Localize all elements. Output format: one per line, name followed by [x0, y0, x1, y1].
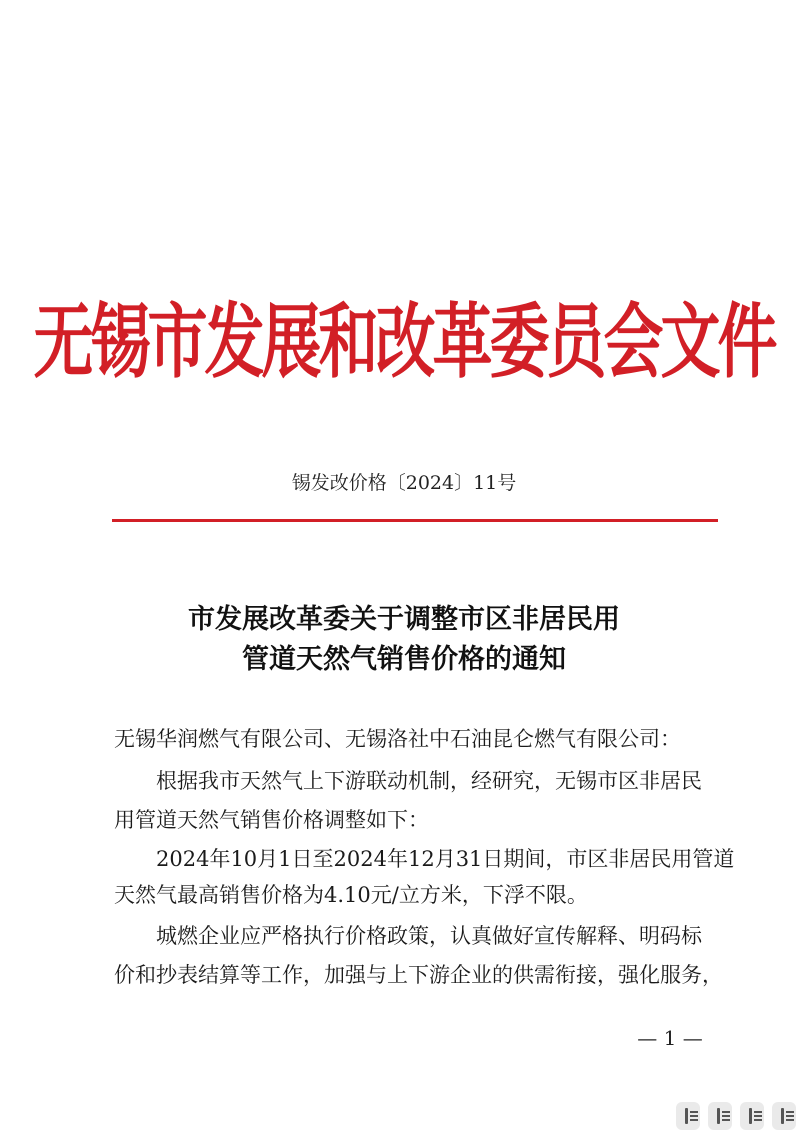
addressee-line: 无锡华润燃气有限公司、无锡洛社中石油昆仑燃气有限公司：: [114, 727, 681, 751]
notice-title-line-2: 管道天然气销售价格的通知: [242, 644, 566, 675]
view-icon[interactable]: [772, 1102, 796, 1130]
view-icon[interactable]: [740, 1102, 764, 1130]
paragraph-3-line-2: 价和抄表结算等工作，加强与上下游企业的供需衔接，强化服务，: [114, 963, 723, 987]
notice-title: [0, 600, 808, 680]
org-header-title: 无锡市发展和改革委员会文件: [33, 295, 775, 391]
paragraph-2-line-1: 2024年10月1日至2024年12月31日期间，市区非居民用管道: [156, 847, 735, 871]
paragraph-3-line-1: 城燃企业应严格执行价格政策，认真做好宣传解释、明码标: [156, 924, 702, 948]
view-icon[interactable]: [708, 1102, 732, 1130]
paragraph-1-line-2: 用管道天然气销售价格调整如下：: [114, 808, 429, 832]
paragraph-2-line-2: 天然气最高销售价格为4.10元/立方米，下浮不限。: [114, 883, 588, 907]
notice-title-line-1: 市发展改革委关于调整市区非居民用: [188, 604, 620, 635]
document-number: 锡发改价格〔2024〕11号: [291, 472, 517, 494]
paragraph-1-line-1: 根据我市天然气上下游联动机制，经研究，无锡市区非居民: [156, 769, 702, 793]
viewer-toolbar: [676, 1099, 796, 1133]
page-number: — 1 —: [637, 1026, 703, 1050]
red-divider-line: [112, 519, 718, 522]
view-icon[interactable]: [676, 1102, 700, 1130]
